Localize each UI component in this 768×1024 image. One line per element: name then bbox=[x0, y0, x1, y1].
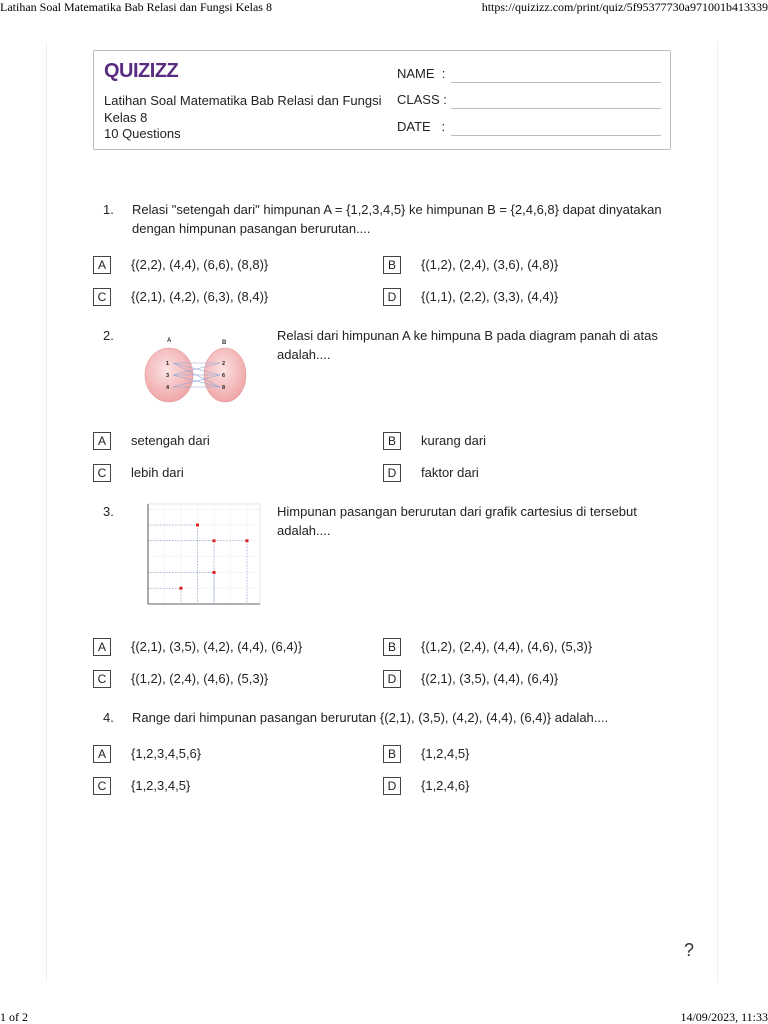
date-field[interactable] bbox=[397, 119, 445, 134]
option-text: {(2,1), (3,5), (4,2), (4,4), (6,4)} bbox=[131, 639, 303, 654]
option-text: lebih dari bbox=[131, 465, 184, 480]
option-text: {1,2,3,4,5,6} bbox=[131, 746, 202, 761]
question-1-text: Relasi "setengah dari" himpunan A = {1,2,3,4,5} ke himpunan B = {2,4,6,8} dapat dinyatakan dengan himpunan pasangan berurutan.... bbox=[132, 202, 662, 236]
option-text: {(2,1), (3,5), (4,4), (6,4)} bbox=[421, 671, 559, 686]
print-page-title: Latihan Soal Matematika Bab Relasi dan Fungsi Kelas 8 bbox=[0, 0, 272, 14]
option-letter: D bbox=[383, 777, 401, 795]
set-b-element: 2 bbox=[222, 361, 226, 367]
set-a-label: A bbox=[167, 338, 172, 344]
option-text: {(2,2), (4,4), (6,6), (8,8)} bbox=[131, 257, 269, 272]
help-icon[interactable]: ? bbox=[684, 940, 695, 960]
option-text: {1,2,3,4,5} bbox=[131, 778, 191, 793]
print-url: https://quizizz.com/print/quiz/5f95377730a971001b413339 bbox=[481, 0, 768, 14]
set-a-element: 4 bbox=[166, 385, 170, 391]
question-3-number: 3. bbox=[103, 504, 114, 519]
option-text: {1,2,4,6} bbox=[421, 778, 470, 793]
question-2-text: Relasi dari himpunan A ke himpuna B pada diagram panah di atas adalah.... bbox=[277, 328, 658, 362]
option-letter: A bbox=[93, 745, 111, 763]
set-a-element: 3 bbox=[166, 373, 170, 379]
option-text: {(1,1), (2,2), (3,3), (4,4)} bbox=[421, 289, 559, 304]
option-text: kurang dari bbox=[421, 433, 487, 448]
quizizz-logo bbox=[104, 57, 184, 83]
question-count: 10 Questions bbox=[104, 126, 181, 141]
class-line bbox=[451, 108, 661, 109]
set-b-label: B bbox=[222, 340, 227, 346]
svg-text:QUIZIZZ: QUIZIZZ bbox=[104, 60, 179, 82]
quiz-header bbox=[93, 50, 671, 150]
name-label: NAME : bbox=[397, 66, 446, 81]
option-letter: C bbox=[93, 288, 111, 306]
option-letter: C bbox=[93, 464, 111, 482]
graph-point bbox=[196, 524, 199, 527]
option-text: {(2,1), (4,2), (6,3), (8,4)} bbox=[131, 289, 269, 304]
set-a-element: 1 bbox=[166, 361, 170, 367]
option-letter: B bbox=[383, 745, 401, 763]
option-letter: D bbox=[383, 464, 401, 482]
graph-point bbox=[180, 587, 183, 590]
print-header bbox=[0, 0, 768, 16]
option-text: faktor dari bbox=[421, 465, 479, 480]
question-2-number: 2. bbox=[103, 328, 114, 343]
cartesian-graph bbox=[136, 500, 264, 616]
question-4-text: Range dari himpunan pasangan berurutan {(2,1), (3,5), (4,2), (4,4), (6,4)} adalah.... bbox=[132, 710, 609, 725]
page-count: 1 of 2 bbox=[0, 1010, 28, 1024]
name-line bbox=[451, 82, 661, 83]
question-1-number: 1. bbox=[103, 202, 114, 217]
option-letter: A bbox=[93, 432, 111, 450]
option-text: setengah dari bbox=[131, 433, 210, 448]
question-4-number: 4. bbox=[103, 710, 114, 725]
option-text: {(1,2), (2,4), (3,6), (4,8)} bbox=[421, 257, 559, 272]
set-b-element: 6 bbox=[222, 373, 226, 379]
set-b-element: 8 bbox=[222, 385, 226, 391]
question-3-text: Himpunan pasangan berurutan dari grafik cartesius di tersebut adalah.... bbox=[277, 504, 637, 538]
option-letter: A bbox=[93, 256, 111, 274]
graph-point bbox=[246, 539, 249, 542]
option-text: {(1,2), (2,4), (4,6), (5,3)} bbox=[131, 671, 269, 686]
option-text: {1,2,4,5} bbox=[421, 746, 470, 761]
option-letter: A bbox=[93, 638, 111, 656]
option-letter: B bbox=[383, 432, 401, 450]
option-letter: B bbox=[383, 638, 401, 656]
option-letter: C bbox=[93, 670, 111, 688]
graph-point bbox=[213, 539, 216, 542]
quiz-title: Latihan Soal Matematika Bab Relasi dan Fungsi Kelas 8 bbox=[104, 93, 382, 125]
name-field[interactable] bbox=[397, 66, 445, 81]
class-label: CLASS : bbox=[397, 92, 447, 107]
print-datetime: 14/09/2023, 11:33 bbox=[680, 1010, 768, 1024]
option-letter: D bbox=[383, 288, 401, 306]
option-letter: D bbox=[383, 670, 401, 688]
print-footer bbox=[0, 1010, 768, 1024]
graph-frame bbox=[148, 504, 260, 604]
arrow-diagram bbox=[140, 333, 252, 405]
date-label: DATE : bbox=[397, 119, 446, 134]
graph-point bbox=[213, 571, 216, 574]
option-letter: C bbox=[93, 777, 111, 795]
class-field[interactable] bbox=[397, 92, 447, 107]
date-line bbox=[451, 135, 661, 136]
option-letter: B bbox=[383, 256, 401, 274]
option-text: {(1,2), (2,4), (4,4), (4,6), (5,3)} bbox=[421, 639, 593, 654]
